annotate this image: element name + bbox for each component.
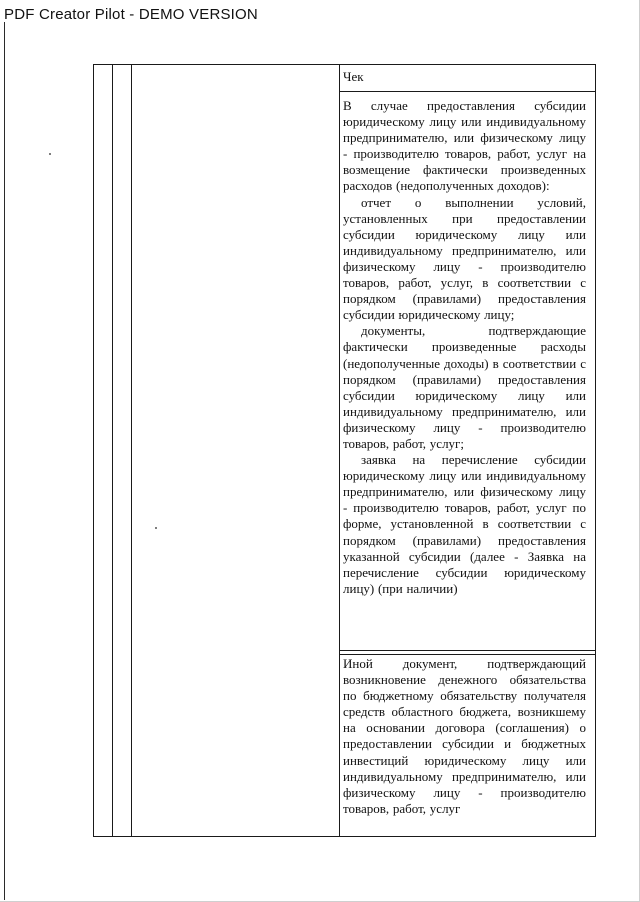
column-border-5 bbox=[595, 64, 596, 837]
table-cell-content bbox=[343, 98, 586, 597]
table-cell-content bbox=[343, 656, 586, 817]
column-border-4 bbox=[339, 64, 340, 837]
demo-watermark-banner: PDF Creator Pilot - DEMO VERSION bbox=[4, 6, 258, 23]
document-table bbox=[93, 64, 596, 837]
paragraph: Иной документ, подтверждающий возникновение денежного обязательства по бюджетному обязательству получателя средств областного бюджета, возникшему на основании договора (соглашения) о предоставлении субсидии и бюджетных инвестиций юридическому лицу или индивидуальному предпринимателю, или физическому лицу - производителю товаров, работ, услуг bbox=[343, 656, 586, 816]
table-top-border bbox=[93, 64, 596, 65]
column-border-3 bbox=[131, 64, 132, 837]
row-divider-2 bbox=[339, 654, 596, 655]
column-border-2 bbox=[112, 64, 113, 837]
paragraph: документы, подтверждающие фактически произведенные расходы (недополученные доходы) в соответствии с порядком (правилами) предоставления субсидии юридическому лицу или индивидуальному предпринимателю, или физическому лицу - производителю товаров, работ, услуг; bbox=[343, 323, 586, 451]
column-border-1 bbox=[93, 64, 94, 837]
scan-speck bbox=[49, 153, 51, 155]
row-divider-1 bbox=[339, 650, 596, 651]
paragraph: заявка на перечисление субсидии юридическому лицу или индивидуальному предпринимателю, или физическому лицу - производителю товаров, работ, услуг по форме, установленной в соответствии с порядком (правилами) предоставления указанной субсидии (далее - Заявка на перечисление субсидии юридическому лицу) (при наличии) bbox=[343, 452, 586, 596]
paragraph: отчет о выполнении условий, установленных при предоставлении субсидии юридическому лицу или индивидуальному предпринимателю, или физическому лицу - производителю товаров, работ, услуг, в соответствии с порядком (правилами) предоставления субсидии юридическому лицу; bbox=[343, 194, 586, 323]
paragraph: В случае предоставления субсидии юридическому лицу или индивидуальному предпринимателю, или физическому лицу - производителю товаров, работ, услуг на возмещение фактически произведенных расходов (недополученных доходов): bbox=[343, 98, 586, 194]
table-bottom-border bbox=[93, 836, 596, 837]
page-left-edge bbox=[4, 22, 5, 900]
cell-heading: Чек bbox=[343, 69, 364, 84]
row-divider-heading bbox=[339, 91, 596, 92]
